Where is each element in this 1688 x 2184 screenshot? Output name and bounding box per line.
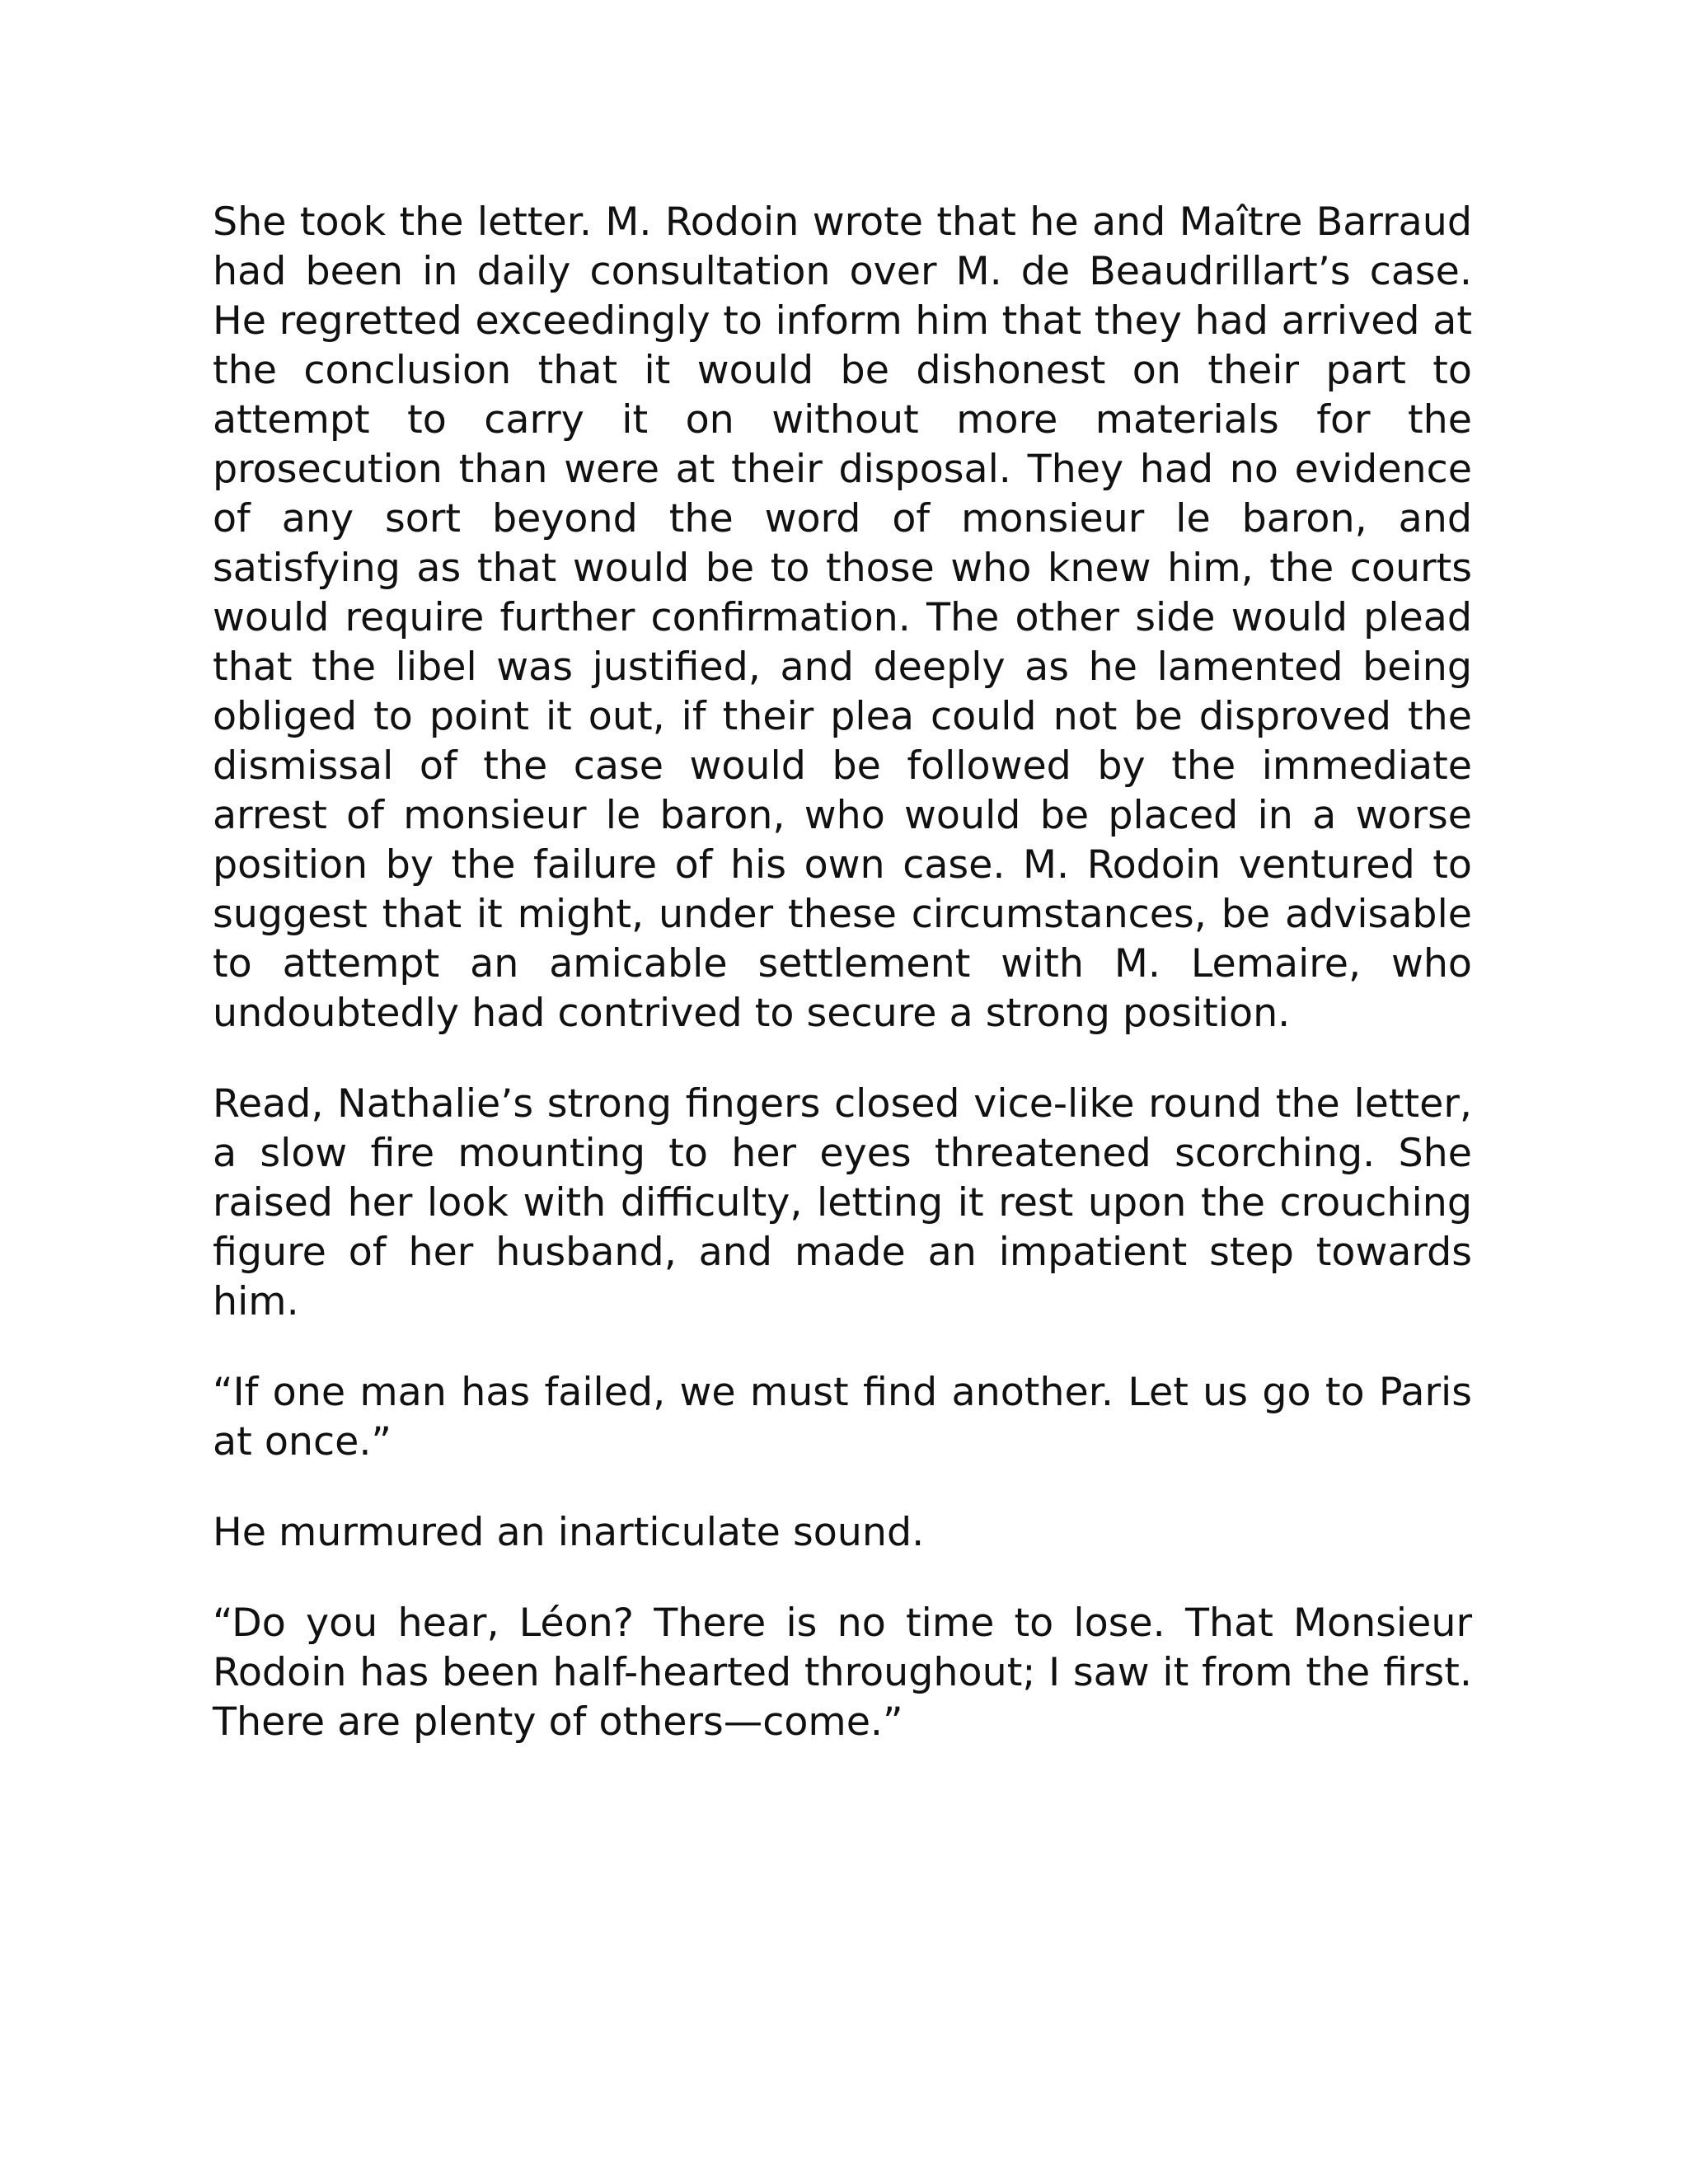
paragraph-nathalie-urging: “Do you hear, Léon? There is no time to lose. That Monsieur Rodoin has been half-hearted throughout; I saw it from the first. There are plenty of others—come.” bbox=[213, 1601, 1472, 1745]
paragraph-nathalie-speech: “If one man has failed, we must find another. Let us go to Paris at once.” bbox=[213, 1370, 1472, 1465]
paragraph-nathalie-reaction: Read, Nathalie’s strong fingers closed vice-like round the letter, a slow fire mounting to her eyes threatened scorching. She raised her look with difficulty, letting it rest upon the crouching figure of her husband, and made an impatient step towards him. bbox=[213, 1081, 1472, 1324]
paragraph-husband-response: He murmured an inarticulate sound. bbox=[213, 1510, 925, 1555]
paragraph-letter-summary: She took the letter. M. Rodoin wrote that he and Maître Barraud had been in daily consultation over M. de Beaudrillart’s case. He regretted exceedingly to inform him that they had arrived at the conclusion that it would be dishonest on their part to attempt to carry it on without more materials for the prosecution than were at their disposal. They had no evidence of any sort beyond the word of monsieur le baron, and satisfying as that would be to those who knew him, the courts would require further confirmation. The other side would plead that the libel was justified, and deeply as he lamented being obliged to point it out, if their plea could not be disproved the dismissal of the case would be followed by the immediate arrest of monsieur le baron, who would be placed in a worse position by the failure of his own case. M. Rodoin ventured to suggest that it might, under these circumstances, be advisable to attempt an amicable settlement with M. Lemaire, who undoubtedly had contrived to secure a strong position. bbox=[213, 199, 1472, 1036]
document-page bbox=[213, 198, 1472, 1747]
